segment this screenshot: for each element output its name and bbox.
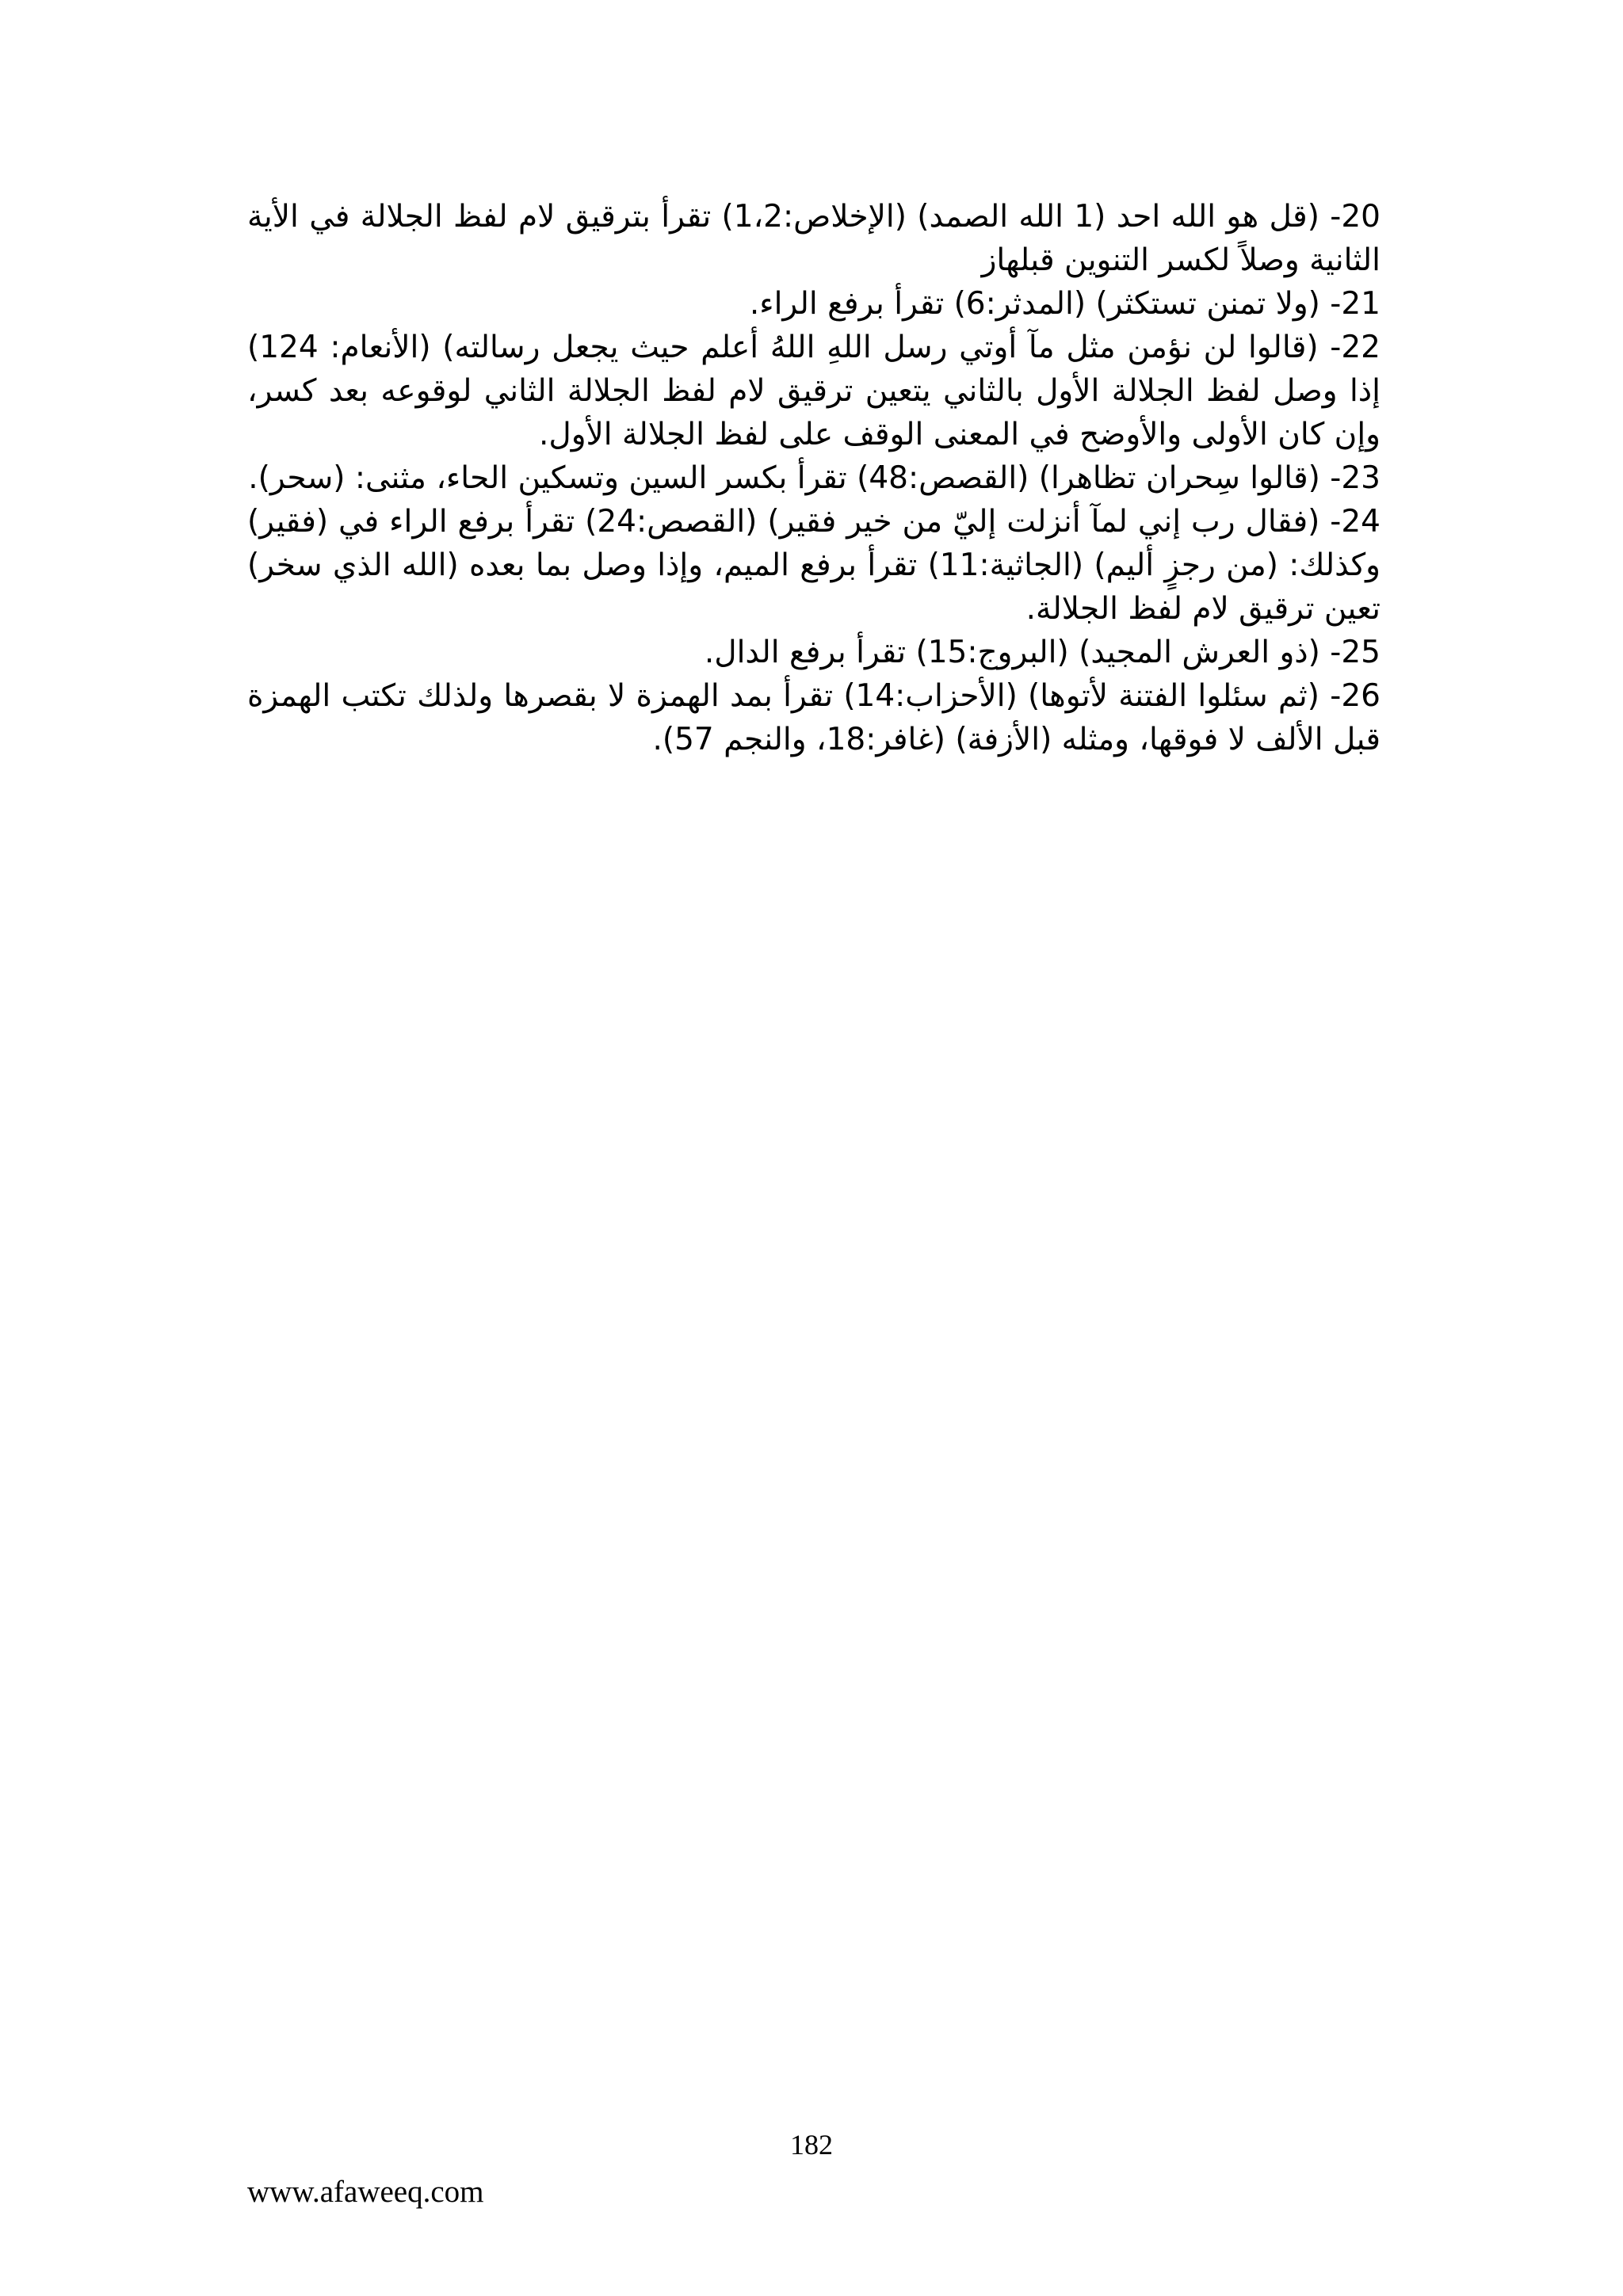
paragraph-26: 26- (ثم سئلوا الفتنة لأتوها) (الأحزاب:14) تقرأ بمد الهمزة لا بقصرها ولذلك تكتب الهمزة قبل الألف لا فوقها، ومثله (الأزفة) (غافر:18، والنجم 57). bbox=[247, 678, 1381, 757]
paragraph-24: 24- (فقال رب إني لمآ أنزلت إليّ من خير فقير) (القصص:24) تقرأ برفع الراء في (فقير) وكذلك: (من رجزٍ أليم) (الجاثية:11) تقرأ برفع الميم، وإذا وصل بما بعده (الله الذي سخر) تعين ترقيق لام لفظ الجلالة. bbox=[247, 504, 1381, 627]
page-number: 182 bbox=[790, 2129, 833, 2161]
body-text bbox=[247, 195, 1381, 761]
paragraph-25: 25- (ذو العرش المجيد) (البروج:15) تقرأ برفع الدال. bbox=[704, 635, 1381, 670]
paragraph-22: 22- (قالوا لن نؤمن مثل مآ أوتي رسل اللهِ اللهُ أعلم حيث يجعل رسالته) (الأنعام: 124) إذا وصل لفظ الجلالة الأول بالثاني يتعين ترقيق لام لفظ الجلالة الثاني لوقوعه بعد كسر، وإن كان الأولى والأوضح في المعنى الوقف على لفظ الجلالة الأول. bbox=[247, 330, 1381, 452]
website-url: www.afaweeq.com bbox=[247, 2175, 484, 2209]
paragraph-23: 23- (قالوا سِحران تظاهرا) (القصص:48) تقرأ بكسر السين وتسكين الحاء، مثنى: (سحر). bbox=[248, 460, 1381, 496]
paragraph-21: 21- (ولا تمنن تستكثر) (المدثر:6) تقرأ برفع الراء. bbox=[749, 286, 1381, 322]
paragraph-20: 20- (قل هو الله احد (1 الله الصمد) (الإخلاص:1،2) تقرأ بترقيق لام لفظ الجلالة في الأية الثانية وصلاً لكسر التنوين قبلهاز bbox=[247, 199, 1381, 278]
